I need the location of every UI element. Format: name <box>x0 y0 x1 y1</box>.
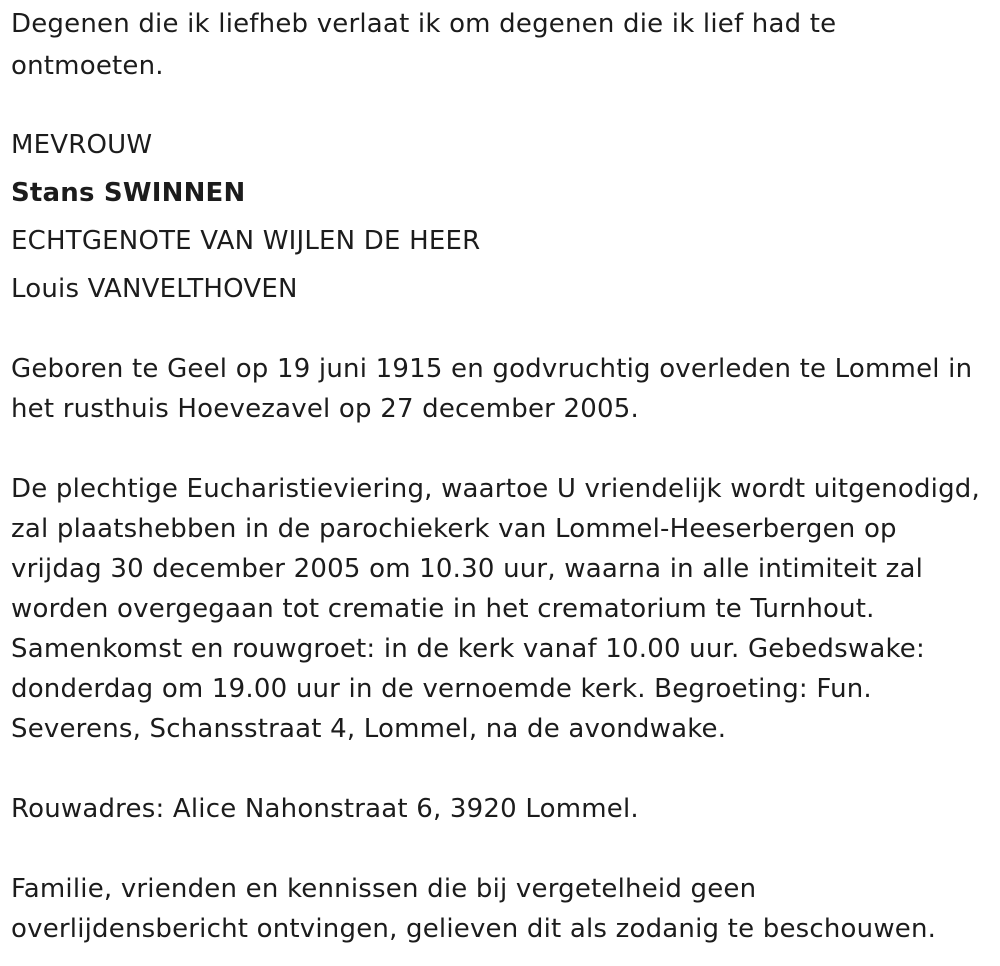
spouse-label: ECHTGENOTE VAN WIJLEN DE HEER <box>11 226 481 256</box>
birth-death-line-2: het rusthuis Hoevezavel op 27 december 2005. <box>11 394 639 424</box>
ceremony-line-2: zal plaatshebben in de parochiekerk van Lommel-Heeserbergen op <box>11 514 897 544</box>
deceased-name: Stans SWINNEN <box>11 178 246 208</box>
ceremony-line-1: De plechtige Eucharistieviering, waartoe U vriendelijk wordt uitgenodigd, <box>11 474 980 504</box>
ceremony-line-7: Severens, Schansstraat 4, Lommel, na de avondwake. <box>11 714 727 744</box>
ceremony-line-3: vrijdag 30 december 2005 om 10.30 uur, waarna in alle intimiteit zal <box>11 554 924 584</box>
ceremony-line-5: Samenkomst en rouwgroet: in de kerk vanaf 10.00 uur. Gebedswake: <box>11 634 925 664</box>
motto-line-2: ontmoeten. <box>11 51 164 81</box>
address-line: Rouwadres: Alice Nahonstraat 6, 3920 Lommel. <box>11 794 639 824</box>
ceremony-line-4: worden overgegaan tot crematie in het crematorium te Turnhout. <box>11 594 875 624</box>
ceremony-line-6: donderdag om 19.00 uur in de vernoemde kerk. Begroeting: Fun. <box>11 674 872 704</box>
title-prefix: MEVROUW <box>11 130 153 160</box>
birth-death-line-1: Geboren te Geel op 19 juni 1915 en godvruchtig overleden te Lommel in <box>11 354 973 384</box>
closing-line-2: overlijdensbericht ontvingen, gelieven dit als zodanig te beschouwen. <box>11 914 937 944</box>
spouse-name: Louis VANVELTHOVEN <box>11 274 298 304</box>
closing-line-1: Familie, vrienden en kennissen die bij vergetelheid geen <box>11 874 757 904</box>
motto-line-1: Degenen die ik liefheb verlaat ik om degenen die ik lief had te <box>11 9 837 39</box>
